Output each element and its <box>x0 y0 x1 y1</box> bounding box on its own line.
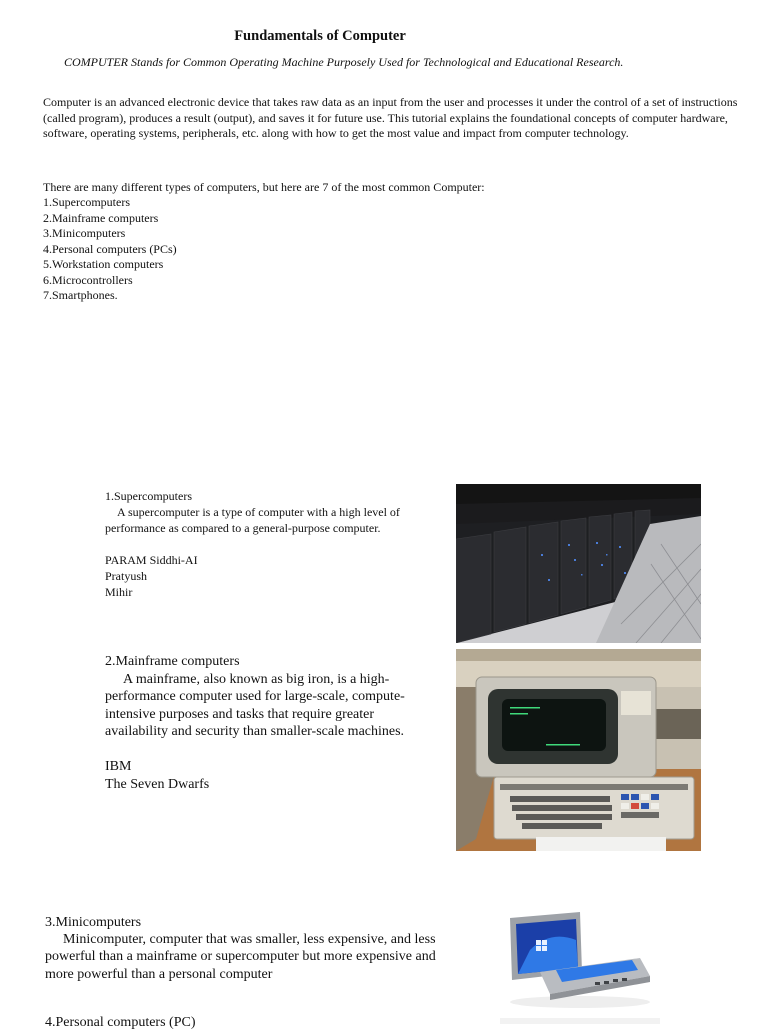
section-description: A supercomputer is a type of computer with a high level of performance as compared to a general-purpose computer. <box>105 505 400 536</box>
section-heading: 4.Personal computers (PC) <box>45 1015 196 1030</box>
example-item: Mihir <box>105 585 133 600</box>
section-supercomputers <box>105 488 435 600</box>
list-item: 6.Microcontrollers <box>43 272 133 287</box>
mini-pc-photo <box>500 910 660 1010</box>
list-item: 5.Workstation computers <box>43 257 164 271</box>
list-item: 1.Supercomputers <box>43 195 130 209</box>
document-subtitle: COMPUTER Stands for Common Operating Machine Purposely Used for Technological and Educational Research. <box>64 55 624 69</box>
section-personal-computers <box>45 1014 195 1031</box>
list-item: 3.Minicomputers <box>43 226 126 240</box>
example-item: PARAM Siddhi-AI <box>105 552 198 567</box>
types-heading: There are many different types of computers, but here are 7 of the most common Computer: <box>43 180 485 194</box>
list-item: 4.Personal computers (PCs) <box>43 241 177 256</box>
document-title: Fundamentals of Computer <box>234 28 406 44</box>
section-heading: 2.Mainframe computers <box>105 654 240 669</box>
list-item: 2.Mainframe computers <box>43 210 159 225</box>
example-item: IBM <box>105 758 132 774</box>
personal-computer-photo <box>500 1018 660 1024</box>
mainframe-terminal-photo <box>456 649 701 851</box>
types-list <box>43 195 177 304</box>
example-item: Pratyush <box>105 568 147 583</box>
list-item: 7.Smartphones. <box>43 288 118 302</box>
supercomputer-racks-photo <box>456 484 701 643</box>
section-minicomputers <box>45 914 445 983</box>
section-mainframe <box>105 653 435 793</box>
example-item: The Seven Dwarfs <box>105 776 210 792</box>
section-description: A mainframe, also known as big iron, is a high-performance computer used for large-scale, compute-intensive purposes and tasks that require greater availability and security than smaller-scale machines. <box>105 671 405 740</box>
intro-paragraph: Computer is an advanced electronic device that takes raw data as an input from the user and processes it under the control of a set of instructions (called program), produces a result (output), and saves it for future use. This tutorial explains the foundational concepts of computer hardware, software, operating systems, peripherals, etc. along with how to get the most value and impact from computer technology. <box>43 95 738 140</box>
section-description: Minicomputer, computer that was smaller, less expensive, and less powerful than a mainframe or supercomputer but more expensive and more powerful than a personal computer <box>45 932 436 982</box>
section-heading: 1.Supercomputers <box>105 489 192 503</box>
section-heading: 3.Minicomputers <box>45 915 142 930</box>
